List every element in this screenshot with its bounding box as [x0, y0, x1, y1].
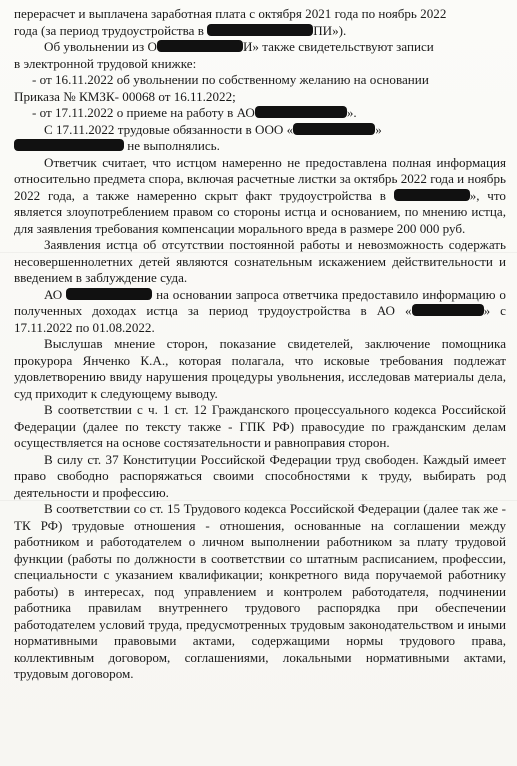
text-line: в электронной трудовой книжке: — [14, 55, 197, 71]
paragraph — [14, 56, 506, 73]
text-line: Заявления истца об отсутствии постоянной работы и невозможность содержать несовершеннолетних детей являются сознательным искажением действительности и введением в заблуждение суда. — [14, 237, 506, 285]
paragraph — [14, 336, 506, 402]
text-line: » — [375, 121, 382, 137]
text-line: В соответствии с ч. 1 ст. 12 Гражданского процессуального кодекса Российской Федерации (далее по тексту также - ГПК РФ) правосудие по гражданским делам осуществляется на основе состязательности и равноправия сторон. — [14, 402, 506, 450]
list-item — [14, 89, 506, 106]
text-line: С 17.11.2022 трудовые обязанности в ООО « — [44, 121, 294, 137]
paragraph — [14, 6, 506, 23]
text-line: И» также свидетельствуют записи — [242, 39, 434, 54]
list-item — [14, 105, 506, 122]
text-line: перерасчет и выплачена заработная плата с октября 2021 года по ноябрь 2022 — [14, 6, 447, 21]
redaction-block — [394, 189, 470, 201]
text-line: В силу ст. 37 Конституции Российской Федерации труд свободен. Каждый имеет право свободно распоряжаться своими способностями к труду, выбирать род деятельности и профессию. — [14, 451, 506, 500]
text-line: - от 17.11.2022 о приеме на работу в АО — [32, 105, 255, 120]
text-line: не выполнялись. — [127, 138, 220, 153]
redaction-block — [293, 123, 375, 135]
text-line: Выслушав мнение сторон, показание свидетелей, заключение помощника прокурора Янченко К.А., которая полагала, что исковые требования подлежат удовлетворению ввиду нарушения процедуры увольнения, исследовав материалы дела, суд приходит к следующему выводу. — [14, 336, 506, 401]
redaction-block — [412, 304, 484, 316]
paragraph — [14, 287, 506, 337]
text-line: АО — [44, 286, 63, 302]
paragraph — [14, 23, 506, 40]
list-item — [14, 72, 506, 89]
redaction-block — [14, 139, 124, 151]
paragraph — [14, 402, 506, 452]
paragraph — [14, 237, 506, 287]
text-line: - от 16.11.2022 об увольнении по собственному желанию на основании — [32, 72, 429, 87]
redaction-block — [255, 106, 347, 118]
paragraph — [14, 155, 506, 238]
paragraph — [14, 501, 506, 683]
text-line: ». — [346, 105, 357, 120]
redaction-block — [207, 24, 313, 36]
paragraph — [14, 122, 506, 139]
text-line: », что является злоупотреблением правом со стороны истца и основанием, по мнению истца, для заявления требования компенсации морального вреда в размере 200 000 руб. — [14, 187, 506, 236]
text-line: Приказа № КМЗК- 00068 от 16.11.2022; — [14, 88, 236, 104]
paragraph — [14, 452, 506, 502]
paragraph — [14, 39, 506, 56]
paragraph — [14, 138, 506, 155]
text-line: » с 17.11.2022 по 01.08.2022. — [14, 303, 506, 335]
text-line: ПИ»). — [313, 22, 347, 38]
redaction-block — [66, 288, 152, 300]
redaction-block — [157, 40, 243, 52]
text-line: « — [405, 303, 412, 318]
text-line: Ответчик считает, что истцом намеренно не предоставлена полная информация относительно предмета спора, включая расчетные листки за октябрь 2022 года и ноябрь 2022 года, а также намеренно скрыт факт трудоустройства в — [14, 154, 506, 203]
text-line: на основании запроса ответчика предоставило информацию о полученных доходах истца за период трудоустройства в АО — [14, 286, 506, 318]
text-line: года (за период трудоустройства в — [14, 22, 204, 38]
text-line: Об увольнении из О — [44, 39, 157, 54]
document-body — [14, 6, 506, 683]
text-line: В соответствии со ст. 15 Трудового кодекса Российской Федерации (далее так же - ТК РФ) трудовые отношения - отношения, основанные на соглашении между работником и работодателем о личном выполнении работником за плату трудовой функции (работы по должности в соответствии со штатным расписанием, профессии, специальности с указанием квалификации; конкретного вида поручаемой работнику работы) в интересах, под управлением и контролем работодателя, подчинении работника правилам внутреннего трудового распорядка при обеспечении работодателем условий труда, предусмотренных трудовым законодательством и иными нормативными правовыми актами, содержащими нормы трудового права, коллективным договором, соглашениями, локальными нормативными актами, трудовым договором. — [14, 501, 506, 681]
